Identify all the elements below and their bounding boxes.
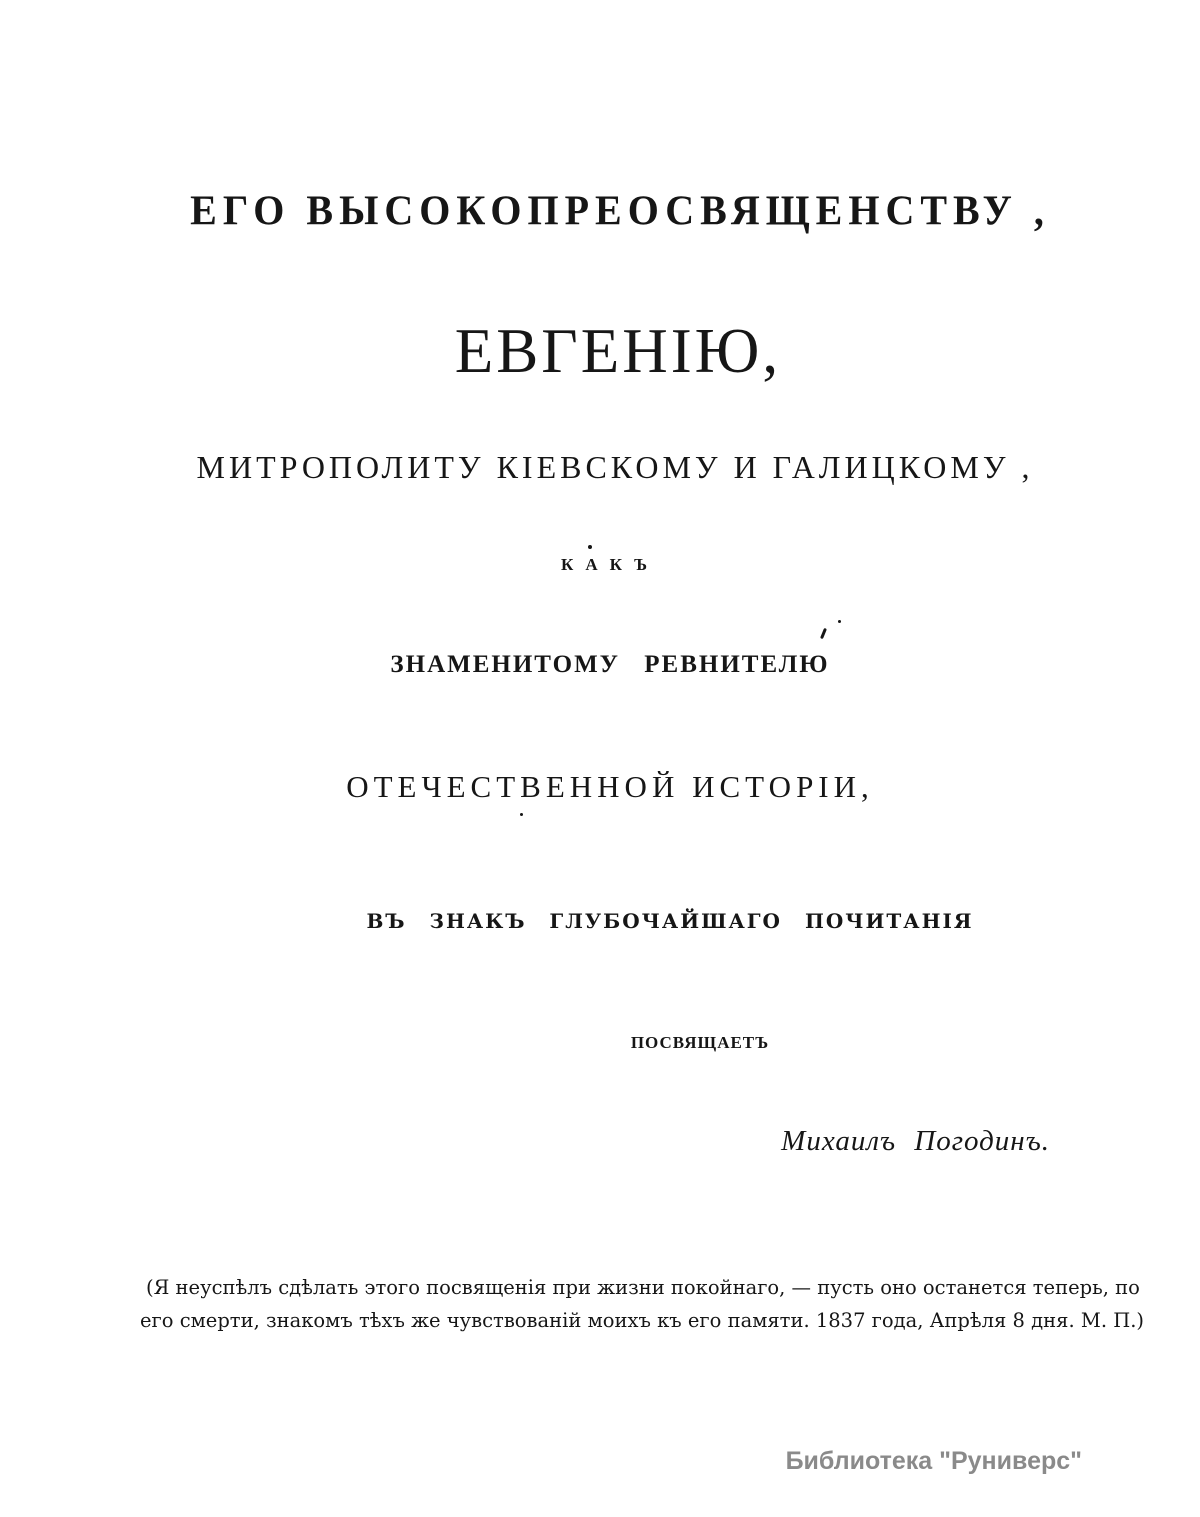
dedication-subject-line: ОТЕЧЕСТВЕННОЙ ИСТОРІИ, — [346, 769, 874, 804]
dedication-as-word: КАКЪ — [561, 555, 659, 574]
dedication-honorific-line: ЕГО ВЫСОКОПРЕОСВЯЩЕНСТВУ , — [190, 186, 1050, 235]
footnote-line-1: (Я неуспѣлъ сдѣлать этого посвященія при жизни покойнаго, — пусть оно останется теперь, по — [146, 1276, 1140, 1299]
dedication-name-line: ЕВГЕНІЮ, — [454, 316, 782, 386]
author-signature: Михаилъ Погодинъ. — [781, 1125, 1050, 1157]
dedication-verb-line: ПОСВЯЩАЕТЪ — [630, 1033, 770, 1052]
dedication-title-line: МИТРОПОЛИТУ КІЕВСКОМУ И ГАЛИЦКОМУ , — [196, 449, 1034, 485]
footnote-line-2: его смерти, знакомъ тѣхъ же чувствованій моихъ къ его памяти. 1837 года, Апрѣля 8 дня. М. П.) — [140, 1309, 1145, 1332]
library-watermark: Библиотека "Руниверс" — [785, 1447, 1082, 1475]
ink-speck — [820, 628, 827, 639]
ink-speck — [838, 620, 841, 623]
dedication-epithet-line: ЗНАМЕНИТОМУ РЕВНИТЕЛЮ — [390, 651, 830, 678]
dedication-footnote — [140, 1271, 1145, 1337]
ink-speck — [588, 545, 592, 549]
dedication-tribute-line: ВЪ ЗНАКЪ ГЛУБОЧАЙШАГО ПОЧИТАНІЯ — [366, 909, 974, 933]
ink-speck — [520, 813, 523, 816]
